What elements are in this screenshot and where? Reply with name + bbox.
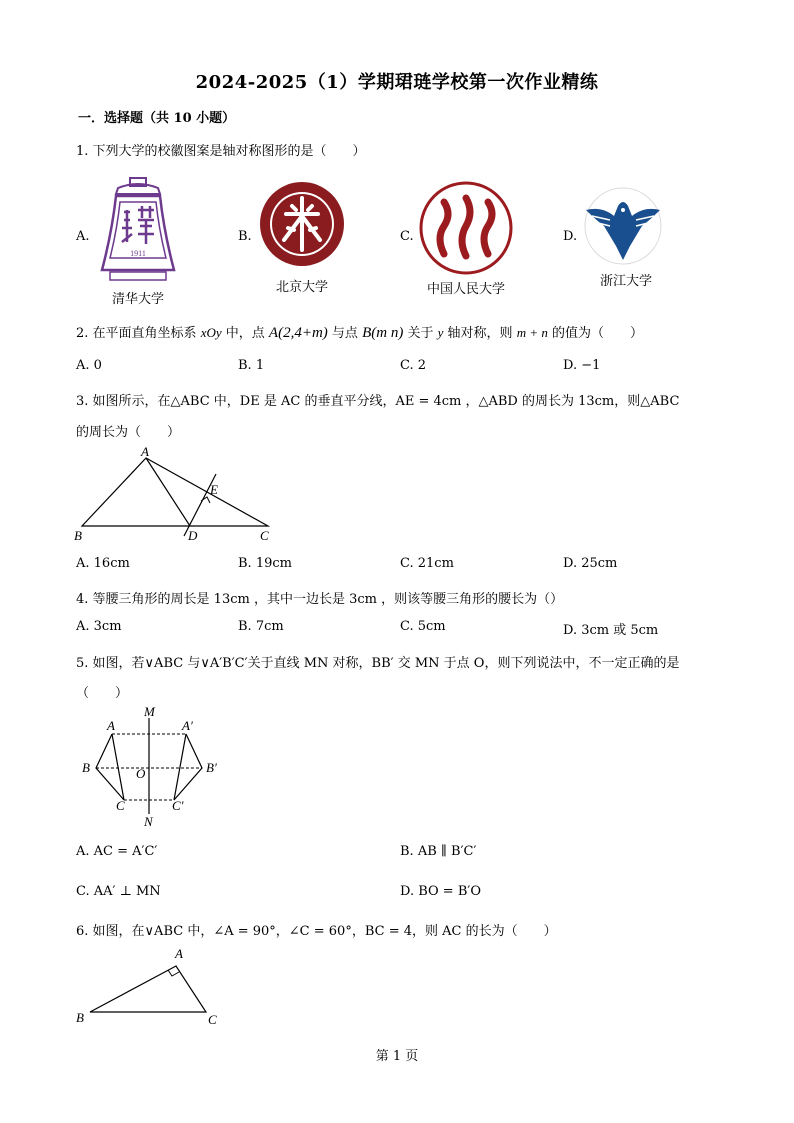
q5-label-m: M bbox=[144, 704, 155, 719]
q5-label-o: O bbox=[136, 766, 146, 781]
q4-option-d: D. 3cm 或 5cm bbox=[563, 623, 659, 638]
q3-label-e: E bbox=[210, 482, 218, 497]
q2-xoy: xOy bbox=[200, 325, 222, 340]
q5-option-a: A. AC = A′C′ bbox=[76, 844, 158, 859]
q1-option-b-caption: 北京大学 bbox=[275, 280, 328, 295]
q5-label-a: A bbox=[107, 718, 115, 733]
q2-option-b: B. 1 bbox=[238, 358, 265, 373]
q2-stem-part-2: 中，点 bbox=[225, 326, 265, 341]
q2-point-b: B(m n) bbox=[362, 325, 404, 341]
page-footer: 第 1 页 bbox=[375, 1049, 419, 1064]
q1-option-b-label: B. bbox=[238, 229, 252, 244]
q5-symmetry-figure bbox=[76, 704, 236, 828]
q1-option-c-caption: 中国人民大学 bbox=[426, 282, 505, 297]
q3-triangle-figure bbox=[70, 444, 280, 550]
q3-option-b: B. 19cm bbox=[238, 556, 292, 571]
q2-stem-part-3: 与点 bbox=[331, 326, 358, 341]
q3-option-c: C. 21cm bbox=[400, 556, 454, 571]
q3-option-d: D. 25cm bbox=[563, 556, 618, 571]
q2-point-a: A(2,4+m) bbox=[268, 325, 328, 341]
zju-logo-icon bbox=[580, 186, 666, 266]
q5-label-c-prime: C′ bbox=[172, 798, 184, 813]
q2-option-a: A. 0 bbox=[76, 358, 102, 373]
q3-option-a: A. 16cm bbox=[76, 556, 130, 571]
q3-label-d: D bbox=[188, 528, 198, 543]
tsinghua-logo-icon bbox=[96, 172, 180, 284]
q2-stem-part-1: 2. 在平面直角坐标系 bbox=[76, 326, 197, 341]
q6-label-a: A bbox=[175, 946, 183, 961]
pku-logo-icon bbox=[258, 180, 346, 268]
q6-label-b: B bbox=[76, 1010, 84, 1025]
q2-stem-part-5: 轴对称，则 bbox=[447, 326, 513, 341]
q5-label-b-prime: B′ bbox=[206, 760, 217, 775]
q1-stem: 1. 下列大学的校徽图案是轴对称图形的是（ ） bbox=[76, 144, 366, 159]
q1-option-d-label: D. bbox=[563, 229, 578, 244]
q2-axis: y bbox=[437, 325, 444, 340]
q3-label-a: A bbox=[141, 444, 149, 459]
q4-option-c: C. 5cm bbox=[400, 619, 446, 634]
q2-option-c: C. 2 bbox=[400, 358, 427, 373]
renmin-logo-icon bbox=[418, 180, 514, 276]
q1-option-a-label: A. bbox=[76, 229, 90, 244]
q5-label-n: N bbox=[144, 814, 153, 828]
page-title: 2024-2025（1）学期珺琏学校第一次作业精练 bbox=[195, 72, 599, 93]
q6-stem: 6. 如图，在∨ABC 中，∠A = 90°，∠C = 60°，BC = 4，则 AC 的长为（ ） bbox=[76, 924, 557, 939]
q6-right-triangle-figure bbox=[72, 942, 232, 1030]
section-heading: 一．选择题（共 10 小题） bbox=[78, 111, 236, 126]
q5-option-c: C. AA′ ⊥ MN bbox=[76, 884, 161, 899]
q3-label-b: B bbox=[74, 528, 82, 543]
q2-stem-part-6: 的值为（ ） bbox=[552, 326, 644, 341]
q5-stem-line2: （ ） bbox=[76, 686, 129, 701]
q4-stem: 4. 等腰三角形的周长是 13cm ，其中一边长是 3cm ，则该等腰三角形的腰长为（） bbox=[76, 592, 564, 607]
q1-option-d-caption: 浙江大学 bbox=[599, 274, 652, 289]
q3-label-c: C bbox=[260, 528, 269, 543]
q2-stem bbox=[76, 322, 643, 342]
q2-option-d: D. −1 bbox=[563, 358, 601, 373]
q5-label-c: C bbox=[116, 798, 125, 813]
q1-option-c-label: C. bbox=[400, 229, 414, 244]
q4-option-a: A. 3cm bbox=[76, 619, 122, 634]
q3-stem-line2: 的周长为（ ） bbox=[76, 425, 181, 440]
q5-option-b: B. AB ∥ B′C′ bbox=[400, 844, 477, 859]
q5-stem-line1: 5. 如图，若∨ABC 与∨A′B′C′关于直线 MN 对称，BB′ 交 MN 于点 O，则下列说法中，不一定正确的是 bbox=[76, 656, 680, 671]
q2-stem-part-4: 关于 bbox=[407, 326, 434, 341]
q4-option-b: B. 7cm bbox=[238, 619, 284, 634]
q2-expr: m + n bbox=[516, 325, 548, 340]
tsinghua-logo-year: 1911 bbox=[130, 249, 146, 258]
q5-label-a-prime: A′ bbox=[182, 718, 193, 733]
q6-label-c: C bbox=[208, 1012, 217, 1027]
q3-stem-line1: 3. 如图所示，在△ABC 中，DE 是 AC 的垂直平分线，AE = 4cm ，△ABD 的周长为 13cm，则△ABC bbox=[76, 394, 680, 409]
q5-option-d: D. BO = B′O bbox=[400, 884, 481, 899]
q5-label-b: B bbox=[82, 760, 90, 775]
q1-option-a-caption: 清华大学 bbox=[111, 292, 164, 307]
